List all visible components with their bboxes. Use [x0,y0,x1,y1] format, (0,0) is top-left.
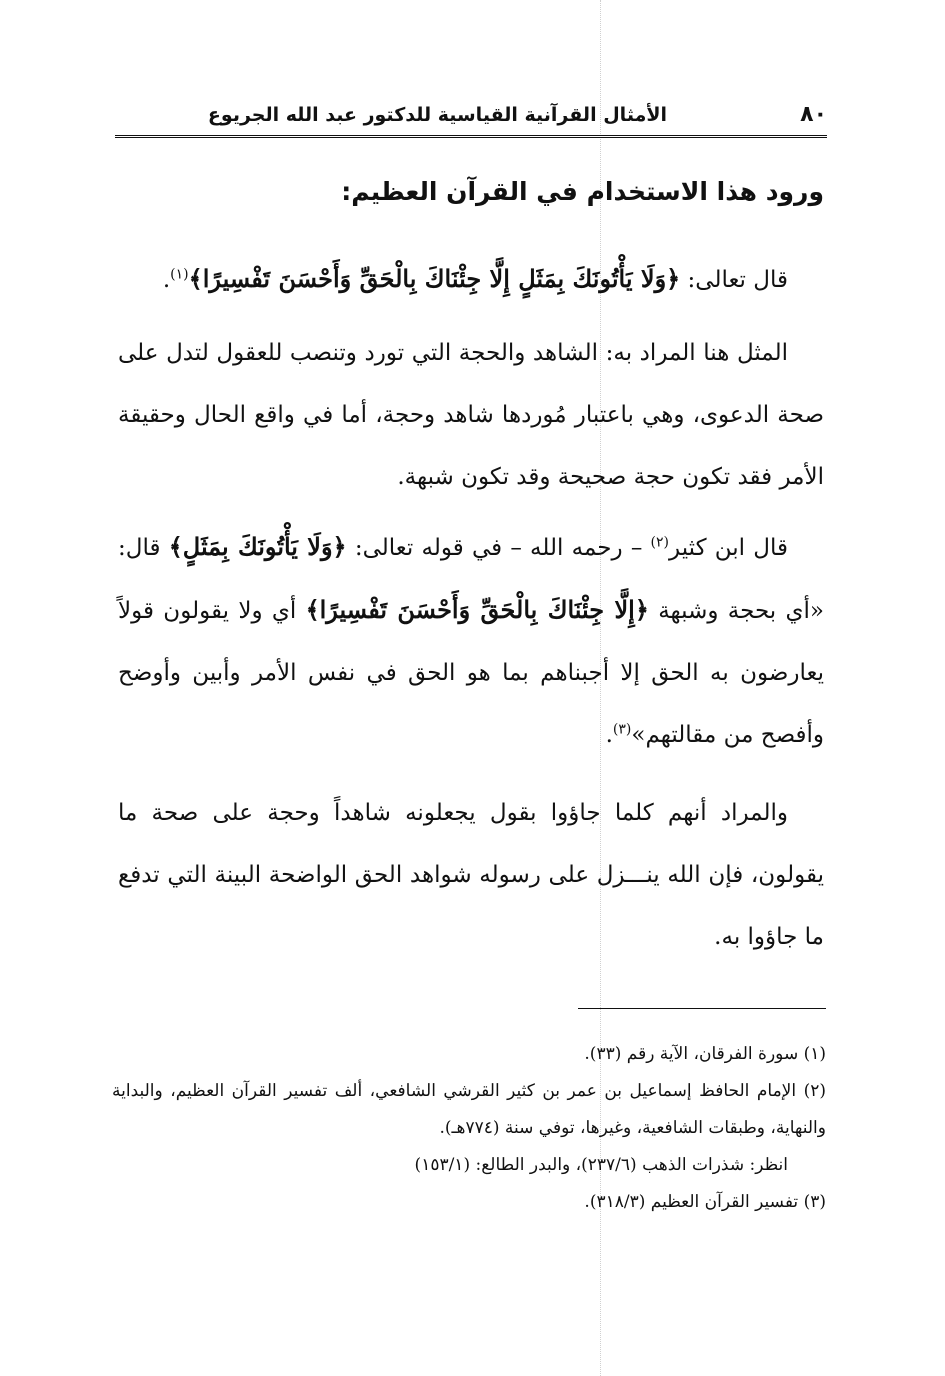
ibn-kathir-lead: قال ابن كثير [669,535,789,561]
footnote-2-continuation: انظر: شذرات الذهب (٢٣٧/٦)، والبدر الطالع: (١٥٣/١) [414,1155,788,1175]
page-number: ٨٠ [800,102,827,127]
footnote-ref-3: (٣) [612,721,632,738]
footnotes [112,1036,826,1221]
quran-verse-short: ﴿وَلَا يَأْتُونَكَ بِمَثَلٍ﴾ [168,532,347,561]
verse-lead: قال تعالى: [680,267,788,293]
verse-tail: . [162,267,171,293]
quote-tail: . [605,722,613,748]
footnote-3: (٣) تفسير القرآن العظيم (٣١٨/٣). [584,1192,826,1212]
paragraph-verse [118,248,824,311]
footnote-ref-2: (٢) [650,534,670,551]
footnote-1: (١) سورة الفرقان، الآية رقم (٣٣). [584,1044,826,1064]
running-header [115,100,827,134]
footnote-ref-1: (١) [170,266,189,283]
quote-open: «أي بحجة وشبهة [648,598,824,624]
section-heading: ورود هذا الاستخدام في القرآن العظيم: [341,177,824,206]
ibn-kathir-middle: – رحمه الله – في قوله تعالى: [346,535,651,561]
paragraph-ibn-kathir [118,516,824,766]
header-rule [115,135,827,138]
footnote-2: (٢) الإمام الحافظ إسماعيل بن عمر بن كثير القرشي الشافعي، ألف تفسير القرآن العظيم، والبداية والنهاية، وطبقات الشافعية، وغيرها، توفي سنة (٧٧٤هـ). [112,1081,826,1138]
quran-verse-continuation: ﴿إِلَّا جِئْنَاكَ بِالْحَقِّ وَأَحْسَنَ تَفْسِيرًا﴾ [305,595,649,624]
paragraph-meaning: والمراد أنهم كلما جاؤوا بقول يجعلونه شاهداً وحجة على صحة ما يقولون، فإن الله ينـــزل على رسوله شواهد الحق الواضحة البينة التي تدفع ما جاؤوا به. [118,800,824,950]
quran-verse: ﴿وَلَا يَأْتُونَكَ بِمَثَلٍ إِلَّا جِئْنَاكَ بِالْحَقِّ وَأَحْسَنَ تَفْسِيرًا﴾ [188,264,681,293]
quote-rest: أي ولا يقولون قولاً يعارضون به الحق إلا أجبناهم بما هو الحق في نفس الأمر وأبين وأوضح وأفصح من مقالتهم» [118,598,824,748]
running-title: الأمثال القرآنية القياسية للدكتور عبد الله الجريوع [207,104,667,126]
paragraph-explanation: المثل هنا المراد به: الشاهد والحجة التي تورد وتنصب للعقول لتدل على صحة الدعوى، وهي باعتبار مُوردها شاهد وحجة، أما في واقع الحال وحقيقة الأمر فقد تكون حجة صحيحة وقد تكون شبهة. [118,340,824,490]
ibn-kathir-said: قال: [118,535,169,561]
footnote-separator [578,1008,826,1009]
